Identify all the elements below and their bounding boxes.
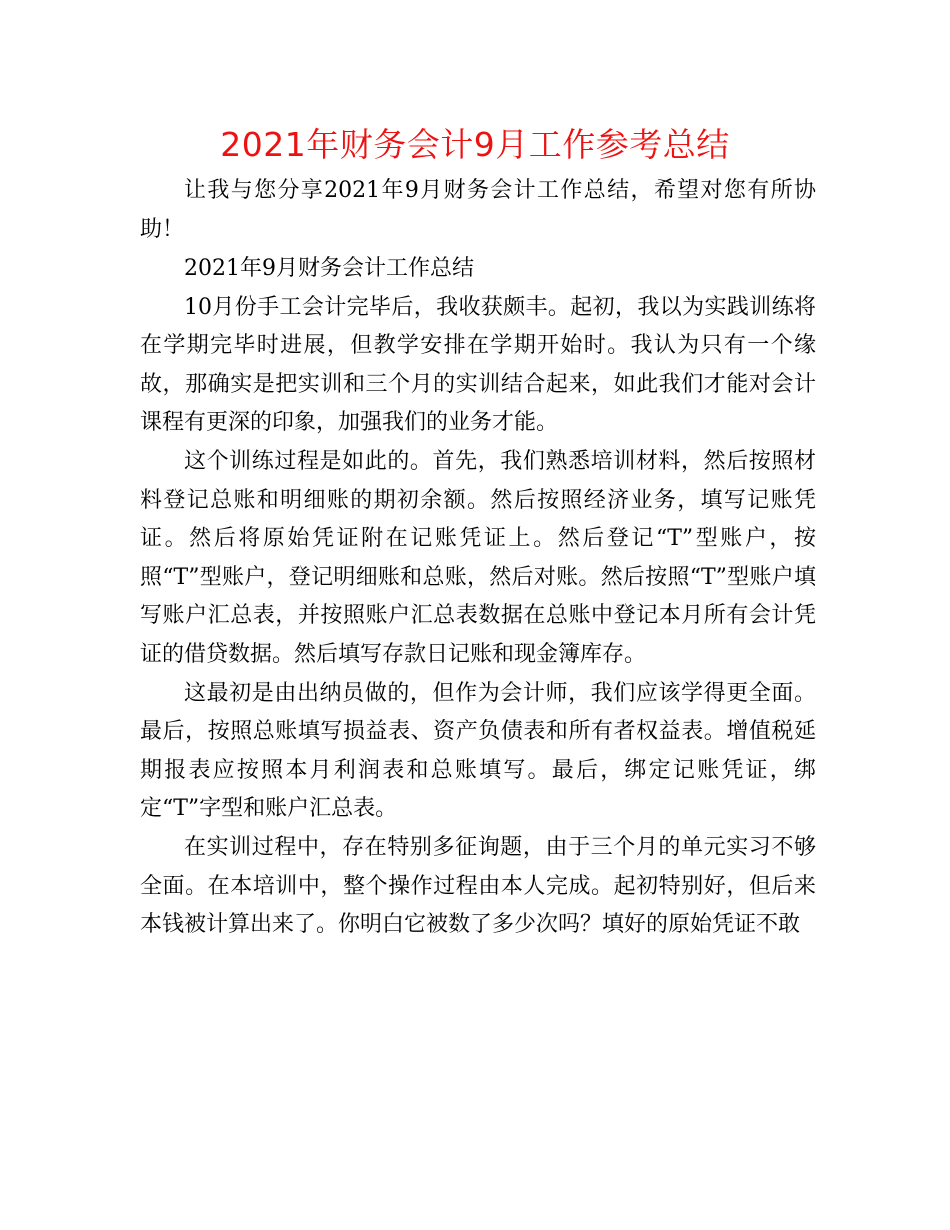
paragraph-4: 在实训过程中，存在特别多征询题，由于三个月的单元实习不够全面。在本培训中，整个操作过程由本人完成。起初特别好，但后来本钱被计算出来了。你明白它被数了多少次吗？填好的原始凭证不敢 [140, 835, 816, 937]
paragraph-intro: 让我与您分享2021年9月财务会计工作总结，希望对您有所协助！ [140, 178, 816, 242]
paragraph-subtitle: 2021年9月财务会计工作总结 [184, 255, 474, 281]
paragraph-1: 10月份手工会计完毕后，我收获颇丰。起初，我以为实践训练将在学期完毕时进展，但教学安排在学期开始时。我认为只有一个缘故，那确实是把实训和三个月的实训结合起来，如此我们才能对会计课程有更深的印象，加强我们的业务才能。 [140, 294, 816, 435]
document-title: 2021年财务会计9月工作参考总结 [220, 125, 730, 164]
paragraph-2: 这个训练过程是如此的。首先，我们熟悉培训材料，然后按照材料登记总账和明细账的期初余额。然后按照经济业务，填写记账凭证。然后将原始凭证附在记账凭证上。然后登记“T”型账户，按照“T”型账户，登记明细账和总账，然后对账。然后按照“T”型账户填写账户汇总表，并按照账户汇总表数据在总账中登记本月所有会计凭证的借贷数据。然后填写存款日记账和现金簿库存。 [140, 449, 816, 667]
document-body [140, 172, 816, 945]
paragraph-3: 这最初是由出纳员做的，但作为会计师，我们应该学得更全面。最后，按照总账填写损益表、资产负债表和所有者权益表。增值税延期报表应按照本月利润表和总账填写。最后，绑定记账凭证，绑定“T”字型和账户汇总表。 [140, 680, 816, 821]
